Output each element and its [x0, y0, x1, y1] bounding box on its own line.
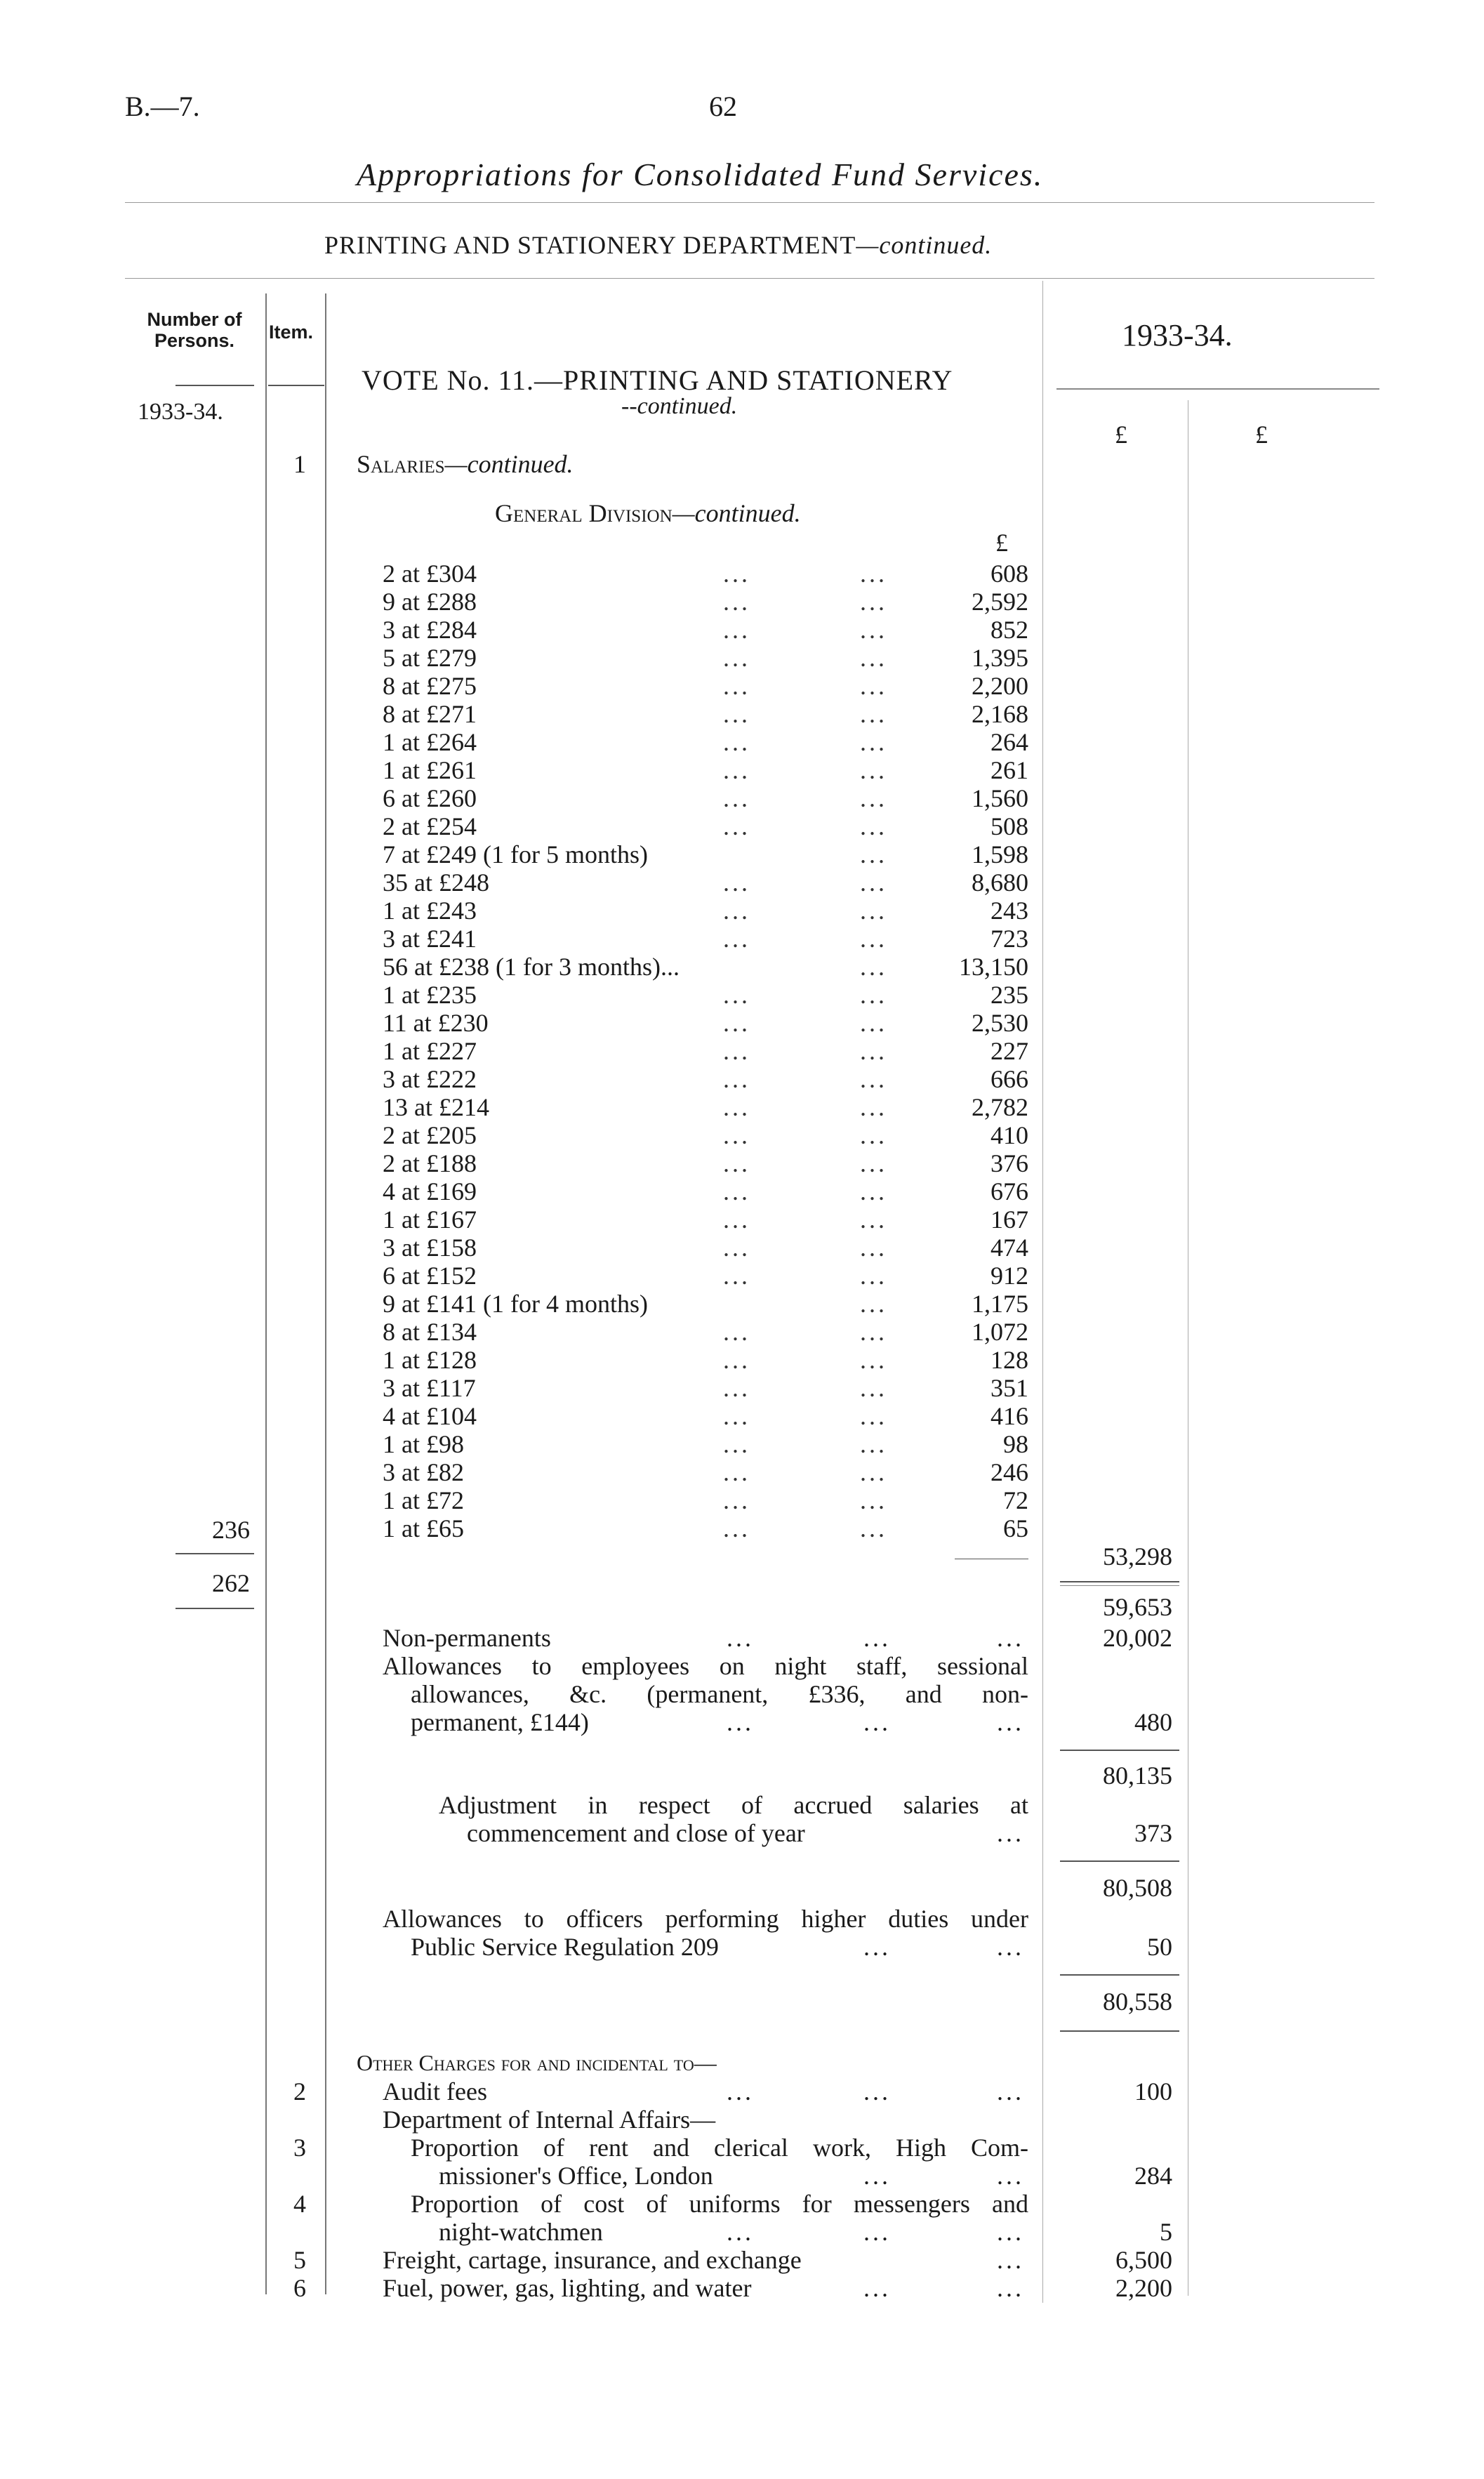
salary-rate-amount: 608	[991, 560, 1028, 588]
salary-rate-label: 13 at £214	[383, 1093, 489, 1121]
freight-label: Freight, cartage, insurance, and exchange	[383, 2246, 802, 2274]
salary-rate-leader-1: ...	[723, 897, 750, 925]
salary-rate-amount: 261	[991, 756, 1028, 784]
salary-rate-amount: 2,592	[972, 588, 1028, 616]
salary-rate-leader-2: ...	[860, 1037, 887, 1065]
salary-rate-label: 4 at £169	[383, 1177, 477, 1205]
salary-rate-leader-1: ...	[723, 1065, 750, 1093]
salary-rate-label: 35 at £248	[383, 868, 489, 897]
salary-rate-leader-1: ...	[723, 1402, 750, 1430]
salary-rate-leader-1: ...	[723, 1430, 750, 1458]
rent-clerical-line-2: missioner's Office, London	[439, 2162, 713, 2190]
salary-rate-row	[383, 755, 1028, 784]
title-rule	[125, 202, 1374, 203]
salary-rate-amount: 676	[991, 1177, 1028, 1205]
persons-total-rule	[175, 1608, 254, 1609]
salary-rate-label: 2 at £188	[383, 1149, 477, 1177]
salary-rate-leader-2: ...	[860, 756, 887, 784]
freight-leader: ...	[997, 2246, 1024, 2274]
salary-rate-row	[383, 812, 1028, 840]
salary-rate-leader-2: ...	[860, 700, 887, 728]
salary-rate-label: 11 at £230	[383, 1009, 489, 1037]
salary-rate-row	[383, 840, 1028, 868]
salary-rate-label: 6 at £152	[383, 1262, 477, 1290]
salary-rate-amount: 1,072	[972, 1318, 1028, 1346]
salary-rate-amount: 13,150	[959, 953, 1028, 981]
salary-rate-leader-2: ...	[860, 644, 887, 672]
salary-rate-label: 9 at £141 (1 for 4 months)	[383, 1290, 648, 1318]
salary-rate-label: 1 at £243	[383, 897, 477, 925]
salary-rate-leader-2: ...	[860, 616, 887, 644]
salaries-total: 59,653	[1103, 1593, 1172, 1621]
salary-rate-row	[383, 1149, 1028, 1177]
salary-rate-leader-2: ...	[860, 953, 887, 981]
salary-rate-label: 3 at £82	[383, 1458, 464, 1486]
salary-rate-leader-2: ...	[860, 588, 887, 616]
allowances-line-1: Allowances to employees on night staff, sessional	[383, 1652, 1028, 1680]
salary-rate-label: 1 at £235	[383, 981, 477, 1009]
salary-rate-leader-2: ...	[860, 1234, 887, 1262]
other-charges-label: Other Charges for and incidental to	[357, 2050, 694, 2075]
salaries-total-rule-bottom	[1060, 1585, 1179, 1586]
salary-rate-leader-2: ...	[860, 728, 887, 756]
audit-fees-leader-2: ...	[863, 2077, 891, 2106]
uniforms-line-1: Proportion of cost of uniforms for messengers and	[411, 2190, 1028, 2218]
subtotal-1-rule	[1060, 1750, 1179, 1751]
salary-rate-amount: 2,782	[972, 1093, 1028, 1121]
salary-rate-row	[383, 980, 1028, 1008]
salary-rate-amount: 128	[991, 1346, 1028, 1374]
salary-rate-label: 3 at £158	[383, 1234, 477, 1262]
salary-rate-amount: 227	[991, 1037, 1028, 1065]
number-of-persons-header: Number of Persons.	[147, 309, 242, 351]
department-name: PRINTING AND STATIONERY DEPARTMENT	[324, 231, 856, 259]
uniforms-leader-1: ...	[727, 2218, 754, 2246]
salaries-heading-continued: —continued.	[444, 450, 574, 478]
salary-rate-amount: 376	[991, 1149, 1028, 1177]
salary-rate-row	[383, 559, 1028, 587]
salary-rate-row	[383, 1514, 1028, 1542]
salary-rate-leader-2: ...	[860, 1318, 887, 1346]
fuel-leader-1: ...	[863, 2274, 891, 2302]
salary-rate-row	[383, 1092, 1028, 1120]
salary-rate-label: 8 at £134	[383, 1318, 477, 1346]
dept-rule	[125, 278, 1374, 279]
salary-rate-leader-2: ...	[860, 1149, 887, 1177]
salary-rate-leader-1: ...	[723, 756, 750, 784]
salary-rate-label: 8 at £275	[383, 672, 477, 700]
salary-rate-label: 8 at £271	[383, 700, 477, 728]
salary-rate-row	[383, 1261, 1028, 1289]
salary-rate-amount: 243	[991, 897, 1028, 925]
salary-rate-row	[383, 1064, 1028, 1092]
division-total: 53,298	[1103, 1542, 1172, 1571]
salary-rate-label: 3 at £284	[383, 616, 477, 644]
salary-rate-leader-1: ...	[723, 700, 750, 728]
salary-rate-leader-2: ...	[860, 925, 887, 953]
salary-rate-leader-2: ...	[860, 1121, 887, 1149]
vote-continued: --continued.	[621, 393, 738, 419]
adjustment-amount: 373	[1134, 1819, 1172, 1847]
rent-clerical-line-1: Proportion of rent and clerical work, High Com-	[411, 2134, 1028, 2162]
salary-rate-leader-1: ...	[723, 1346, 750, 1374]
salary-rate-leader-1: ...	[723, 784, 750, 812]
body-amount-divider	[1042, 281, 1043, 2303]
persons-subtotal-rule	[175, 1553, 254, 1554]
salary-rate-leader-1: ...	[723, 616, 750, 644]
persons-subtotal: 236	[212, 1516, 250, 1544]
allowances-line-3: permanent, £144)	[411, 1708, 589, 1736]
salary-rate-amount: 264	[991, 728, 1028, 756]
salary-rate-amount: 2,530	[972, 1009, 1028, 1037]
salary-rate-leader-1: ...	[723, 672, 750, 700]
salary-rate-row	[383, 1008, 1028, 1036]
salary-rate-label: 1 at £65	[383, 1514, 464, 1542]
salary-rate-leader-2: ...	[860, 784, 887, 812]
salary-rate-amount: 508	[991, 812, 1028, 840]
audit-fees-leader-3: ...	[997, 2077, 1024, 2106]
item-body-divider	[325, 293, 326, 2294]
salary-rate-label: 1 at £98	[383, 1430, 464, 1458]
rent-clerical-amount: 284	[1134, 2162, 1172, 2190]
salary-rate-leader-2: ...	[860, 812, 887, 840]
salary-rate-amount: 351	[991, 1374, 1028, 1402]
salary-rate-leader-1: ...	[723, 1037, 750, 1065]
salary-rate-label: 2 at £205	[383, 1121, 477, 1149]
higher-duties-leader-1: ...	[863, 1933, 891, 1961]
salary-rate-row	[383, 1233, 1028, 1261]
subtotal-2-rule	[1060, 1860, 1179, 1862]
salary-rate-leader-1: ...	[723, 1177, 750, 1205]
salary-rate-amount: 2,200	[972, 672, 1028, 700]
non-permanents-leader-3: ...	[997, 1624, 1024, 1652]
salary-rate-label: 6 at £260	[383, 784, 477, 812]
salary-rate-leader-2: ...	[860, 1346, 887, 1374]
fuel-leader-2: ...	[997, 2274, 1024, 2302]
salary-rate-leader-2: ...	[860, 1290, 887, 1318]
other-charges-dash: —	[694, 2050, 717, 2075]
salary-rate-leader-2: ...	[860, 1458, 887, 1486]
salary-rate-leader-1: ...	[723, 925, 750, 953]
uniforms-amount: 5	[1160, 2218, 1172, 2246]
salary-rate-amount: 666	[991, 1065, 1028, 1093]
salary-rate-leader-2: ...	[860, 1205, 887, 1234]
salary-rate-row	[383, 1317, 1028, 1345]
salary-rate-leader-1: ...	[723, 981, 750, 1009]
salary-rate-leader-1: ...	[723, 560, 750, 588]
subtotal-3-rule	[1060, 1974, 1179, 1976]
salary-rate-row	[383, 1036, 1028, 1064]
higher-duties-line-1: Allowances to officers performing higher duties under	[383, 1905, 1028, 1933]
salary-rate-leader-1: ...	[723, 1458, 750, 1486]
persons-item-divider	[265, 293, 267, 2294]
item-2-number: 2	[293, 2077, 306, 2106]
subtotal-1: 80,135	[1103, 1761, 1172, 1790]
salary-rate-row	[383, 1373, 1028, 1401]
salary-rate-row	[383, 896, 1028, 924]
salary-rate-leader-2: ...	[860, 1374, 887, 1402]
salary-rate-label: 3 at £241	[383, 925, 477, 953]
internal-affairs-heading: Department of Internal Affairs—	[383, 2106, 716, 2134]
salary-rate-leader-2: ...	[860, 1009, 887, 1037]
uniforms-leader-2: ...	[863, 2218, 891, 2246]
non-permanents-label: Non-permanents	[383, 1624, 551, 1652]
salary-rate-row	[383, 1401, 1028, 1429]
vote-title: VOTE No. 11.—PRINTING AND STATIONERY	[362, 364, 953, 396]
salary-rate-leader-1: ...	[723, 1205, 750, 1234]
salary-rate-label: 4 at £104	[383, 1402, 477, 1430]
salary-rate-amount: 474	[991, 1234, 1028, 1262]
non-permanents-amount: 20,002	[1103, 1624, 1172, 1652]
allowances-line-2: allowances, &c. (permanent, £336, and non-	[411, 1680, 1028, 1708]
salary-rate-leader-2: ...	[860, 1514, 887, 1542]
salary-rate-leader-2: ...	[860, 840, 887, 868]
higher-duties-leader-2: ...	[997, 1933, 1024, 1961]
salaries-item-number: 1	[293, 450, 306, 478]
salary-rate-leader-1: ...	[723, 644, 750, 672]
fuel-label: Fuel, power, gas, lighting, and water	[383, 2274, 752, 2302]
salary-pound-sign: £	[995, 529, 1008, 557]
salary-rate-label: 1 at £261	[383, 756, 477, 784]
salary-rate-row	[383, 615, 1028, 643]
year-header-rule	[1056, 388, 1379, 390]
year-header: 1933-34.	[1122, 318, 1233, 352]
rent-clerical-leader-2: ...	[997, 2162, 1024, 2190]
adjustment-line-1: Adjustment in respect of accrued salaries at	[439, 1791, 1028, 1819]
salary-rate-row	[383, 1457, 1028, 1486]
salary-rate-amount: 8,680	[972, 868, 1028, 897]
non-permanents-leader-1: ...	[727, 1624, 754, 1652]
salary-rate-leader-1: ...	[723, 1262, 750, 1290]
allowances-amount: 480	[1134, 1708, 1172, 1736]
non-permanents-leader-2: ...	[863, 1624, 891, 1652]
salary-rate-leader-1: ...	[723, 1121, 750, 1149]
audit-fees-leader-1: ...	[727, 2077, 754, 2106]
subtotal-3-underline	[1060, 2030, 1179, 2032]
salary-rate-row	[383, 1345, 1028, 1373]
salary-rate-amount: 246	[991, 1458, 1028, 1486]
salaries-total-rule-top	[1060, 1581, 1179, 1582]
salary-rate-leader-1: ...	[723, 812, 750, 840]
salary-rate-leader-1: ...	[723, 868, 750, 897]
salary-rate-leader-1: ...	[723, 1374, 750, 1402]
salary-rate-amount: 1,175	[972, 1290, 1028, 1318]
salaries-heading	[357, 449, 574, 479]
year-label-left: 1933-34.	[138, 399, 223, 425]
salary-rate-label: 2 at £304	[383, 560, 477, 588]
salary-rate-row	[383, 643, 1028, 671]
salary-rate-amount: 1,598	[972, 840, 1028, 868]
salary-rate-leader-1: ...	[723, 1486, 750, 1514]
allowances-leader-2: ...	[863, 1708, 891, 1736]
salary-rate-row	[383, 1120, 1028, 1149]
subtotal-3: 80,558	[1103, 1988, 1172, 2016]
salary-rate-amount: 2,168	[972, 700, 1028, 728]
salaries-heading-label: Salaries	[357, 450, 445, 478]
salary-rate-leader-1: ...	[723, 588, 750, 616]
salary-rate-leader-2: ...	[860, 560, 887, 588]
salary-rate-row	[383, 1486, 1028, 1514]
page-number: 62	[709, 91, 737, 122]
item-4-number: 4	[293, 2190, 306, 2218]
salary-rate-leader-2: ...	[860, 1065, 887, 1093]
salary-rate-amount: 235	[991, 981, 1028, 1009]
salary-rate-leader-1: ...	[723, 1149, 750, 1177]
item-header: Item.	[269, 322, 314, 343]
salary-rate-leader-1: ...	[723, 1009, 750, 1037]
salary-rate-leader-2: ...	[860, 672, 887, 700]
salary-rate-amount: 723	[991, 925, 1028, 953]
department-heading	[324, 230, 992, 260]
item-6-number: 6	[293, 2274, 306, 2302]
persons-total: 262	[212, 1569, 250, 1597]
salary-rate-label: 1 at £128	[383, 1346, 477, 1374]
salary-rate-label: 7 at £249 (1 for 5 months)	[383, 840, 648, 868]
salary-rate-row	[383, 671, 1028, 699]
pound-col-1: £	[1115, 421, 1127, 449]
uniforms-line-2: night-watchmen	[439, 2218, 603, 2246]
salary-rate-leader-2: ...	[860, 1402, 887, 1430]
salary-rate-leader-1: ...	[723, 728, 750, 756]
adjustment-line-2: commencement and close of year	[467, 1819, 805, 1847]
pound-col-2: £	[1255, 421, 1268, 449]
salary-rate-label: 2 at £254	[383, 812, 477, 840]
salary-rate-leader-2: ...	[860, 981, 887, 1009]
salary-rate-label: 1 at £264	[383, 728, 477, 756]
salary-rate-amount: 167	[991, 1205, 1028, 1234]
salary-rate-leader-2: ...	[860, 897, 887, 925]
salary-rate-amount: 1,560	[972, 784, 1028, 812]
audit-fees-amount: 100	[1134, 2077, 1172, 2106]
rent-clerical-leader-1: ...	[863, 2162, 891, 2190]
fuel-amount: 2,200	[1115, 2274, 1172, 2302]
subtotal-2: 80,508	[1103, 1874, 1172, 1902]
other-charges-heading	[357, 2050, 717, 2076]
allowances-leader-1: ...	[727, 1708, 754, 1736]
freight-amount: 6,500	[1115, 2246, 1172, 2274]
salary-rate-row	[383, 924, 1028, 952]
higher-duties-amount: 50	[1147, 1933, 1172, 1961]
salary-rate-leader-2: ...	[860, 1093, 887, 1121]
salary-rate-leader-1: ...	[723, 1093, 750, 1121]
salary-rate-label: 1 at £227	[383, 1037, 477, 1065]
salary-rate-leader-2: ...	[860, 1486, 887, 1514]
salary-rate-amount: 912	[991, 1262, 1028, 1290]
page-title: Appropriations for Consolidated Fund Services.	[357, 157, 1044, 192]
salary-rate-amount: 1,395	[972, 644, 1028, 672]
salary-rate-amount: 416	[991, 1402, 1028, 1430]
item-3-number: 3	[293, 2134, 306, 2162]
salary-rate-row	[383, 1289, 1028, 1317]
salary-rate-row	[383, 1205, 1028, 1233]
salary-rate-amount: 410	[991, 1121, 1028, 1149]
salary-rate-amount: 65	[1003, 1514, 1028, 1542]
salary-rate-amount: 852	[991, 616, 1028, 644]
salary-rate-row	[383, 1177, 1028, 1205]
higher-duties-line-2: Public Service Regulation 209	[411, 1933, 719, 1961]
adjustment-leader: ...	[997, 1819, 1024, 1847]
item-header-rule	[268, 385, 324, 386]
salary-rate-label: 9 at £288	[383, 588, 477, 616]
allowances-leader-3: ...	[997, 1708, 1024, 1736]
uniforms-leader-3: ...	[997, 2218, 1024, 2246]
salary-rate-label: 1 at £167	[383, 1205, 477, 1234]
salary-rate-row	[383, 868, 1028, 896]
salary-rate-label: 56 at £238 (1 for 3 months)...	[383, 953, 680, 981]
audit-fees-label: Audit fees	[383, 2077, 487, 2106]
salary-rate-amount: 72	[1003, 1486, 1028, 1514]
salary-rate-label: 3 at £222	[383, 1065, 477, 1093]
persons-header-rule	[175, 385, 254, 386]
salary-rate-leader-1: ...	[723, 1234, 750, 1262]
salary-rate-leader-1: ...	[723, 1514, 750, 1542]
salary-rate-leader-2: ...	[860, 868, 887, 897]
salary-rate-leader-2: ...	[860, 1262, 887, 1290]
salary-rate-row	[383, 1429, 1028, 1457]
general-division-heading	[495, 498, 801, 528]
salary-rate-leader-2: ...	[860, 1177, 887, 1205]
salary-rate-leader-1: ...	[723, 1318, 750, 1346]
salary-rate-leader-2: ...	[860, 1430, 887, 1458]
salary-rate-amount: 98	[1003, 1430, 1028, 1458]
salary-rate-row	[383, 727, 1028, 755]
page-ref: B.—7.	[125, 91, 200, 122]
salary-rate-row	[383, 587, 1028, 615]
item-5-number: 5	[293, 2246, 306, 2274]
general-division-label: General Division	[495, 499, 673, 527]
general-division-continued: —continued.	[672, 499, 801, 527]
department-continued: —continued.	[856, 231, 993, 259]
salary-rate-label: 3 at £117	[383, 1374, 476, 1402]
salary-rate-row	[383, 784, 1028, 812]
salary-rate-row	[383, 952, 1028, 980]
salary-rate-label: 5 at £279	[383, 644, 477, 672]
salary-rate-label: 1 at £72	[383, 1486, 464, 1514]
salary-rate-row	[383, 699, 1028, 727]
